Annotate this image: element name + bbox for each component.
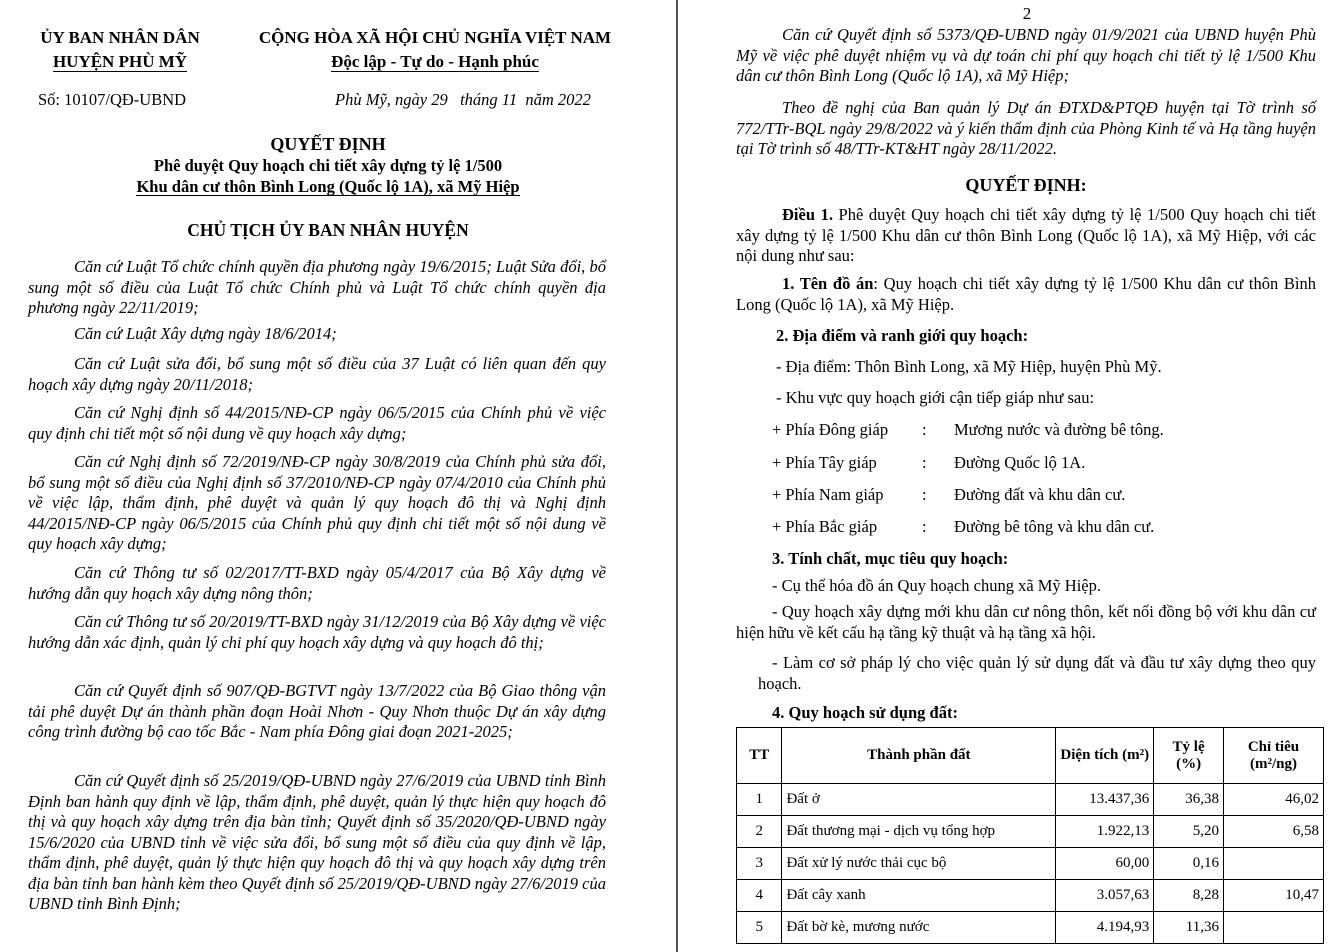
article-1-label: Điều 1. xyxy=(782,205,833,224)
cell-land-type: Đất cây xanh xyxy=(782,880,1056,912)
item-2-heading: 2. Địa điểm và ranh giới quy hoạch: xyxy=(776,326,1029,345)
cell-tt: 1 xyxy=(737,784,782,816)
page-divider xyxy=(676,0,678,952)
location-line: - Địa điểm: Thôn Bình Long, xã Mỹ Hiệp, huyện Phù Mỹ. xyxy=(776,357,1162,376)
cell-land-type: Đất bờ kè, mương nước xyxy=(782,912,1056,944)
boundary-value: Mương nước và đường bê tông. xyxy=(954,420,1164,439)
document-date: Phù Mỹ, ngày 29 tháng 11 năm 2022 xyxy=(335,90,591,109)
goal-line: - Làm cơ sở pháp lý cho việc quản lý sử dụng đất và đầu tư xây dựng theo quy hoạch. xyxy=(758,653,1316,693)
table-row xyxy=(737,816,1324,848)
legal-basis: Căn cứ Luật Tổ chức chính quyền địa phương ngày 19/6/2015; Luật Sửa đổi, bổ sung một số điều của Luật Tổ chức Chính phủ và Luật Tổ chức chính quyền địa phương ngày 22/11/2019; xyxy=(28,257,606,317)
cell-tt: 3 xyxy=(737,848,782,880)
boundary-value: Đường bê tông và khu dân cư. xyxy=(954,517,1155,536)
boundary-colon: : xyxy=(922,453,927,472)
legal-basis: Căn cứ Quyết định số 907/QĐ-BGTVT ngày 13/7/2022 của Bộ Giao thông vận tải phê duyệt Dự án thành phần đoạn Hoài Nhơn - Quy Nhơn thuộc Dự án xây dựng công trình đường bộ cao tốc Bắc - Nam phía Đông giai đoạn 2021-2025; xyxy=(28,681,606,741)
article-1-text: Phê duyệt Quy hoạch chi tiết xây dựng tỷ lệ 1/500 Quy hoạch chi tiết xây dựng tỷ lệ 1/500 Khu dân cư thôn Bình Long (Quốc lộ 1A), xã Mỹ Hiệp, với các nội dung như sau: xyxy=(736,205,1317,265)
page-number: 2 xyxy=(1022,4,1032,23)
table-row xyxy=(737,880,1324,912)
boundary-side: + Phía Đông giáp xyxy=(772,420,889,439)
cell-tt: 5 xyxy=(737,912,782,944)
boundary-value: Đường Quốc lộ 1A. xyxy=(954,453,1086,472)
cell-norm xyxy=(1223,848,1323,880)
legal-basis: Căn cứ Luật sửa đổi, bổ sung một số điều của 37 Luật có liên quan đến quy hoạch xây dựng ngày 20/11/2018; xyxy=(28,354,606,394)
boundary-intro: - Khu vực quy hoạch giới cận tiếp giáp như sau: xyxy=(776,388,1095,407)
district-name: HUYỆN PHÙ MỸ xyxy=(52,52,188,71)
cell-land-type: Đất thương mại - dịch vụ tổng hợp xyxy=(782,816,1056,848)
item-1-text: : Quy hoạch chi tiết xây dựng tỷ lệ 1/500 Khu dân cư thôn Bình Long (Quốc lộ 1A), xã Mỹ Hiệp. xyxy=(736,274,1316,314)
cell-tt: 2 xyxy=(737,816,782,848)
goal-line: - Quy hoạch xây dựng mới khu dân cư nông thôn, kết nối đồng bộ với khu dân cư hiện hữu về kết cấu hạ tầng kỹ thuật và hạ tầng xã hội. xyxy=(736,602,1316,642)
decision-subtitle-2: Khu dân cư thôn Bình Long (Quốc lộ 1A), xã Mỹ Hiệp xyxy=(136,177,520,196)
boundary-colon: : xyxy=(922,517,927,536)
cell-area: 1.922,13 xyxy=(1056,816,1154,848)
cell-area: 4.194,93 xyxy=(1056,912,1154,944)
cell-norm: 46,02 xyxy=(1223,784,1323,816)
item-3-heading: 3. Tính chất, mục tiêu quy hoạch: xyxy=(772,549,1009,568)
agency-name: ỦY BAN NHÂN DÂN xyxy=(40,28,200,47)
boundary-side: + Phía Tây giáp xyxy=(772,453,877,472)
cell-ratio: 5,20 xyxy=(1154,816,1224,848)
legal-basis: Căn cứ Luật Xây dựng ngày 18/6/2014; xyxy=(74,324,337,343)
legal-basis: Căn cứ Quyết định số 5373/QĐ-UBND ngày 01/9/2021 của UBND huyện Phù Mỹ về việc phê duyệt nhiệm vụ và dự toán chi phí quy hoạch chi tiết tỷ lệ 1/500 Khu dân cư thôn Bình Long (Quốc lộ 1A), xã Mỹ Hiệp; xyxy=(736,25,1316,85)
cell-ratio: 0,16 xyxy=(1154,848,1224,880)
item-1 xyxy=(736,274,1316,315)
legal-basis: Căn cứ Thông tư số 02/2017/TT-BXD ngày 05/4/2017 của Bộ Xây dựng về hướng dẫn quy hoạch xây dựng nông thôn; xyxy=(28,563,606,603)
item-4-heading: 4. Quy hoạch sử dụng đất: xyxy=(772,703,958,722)
cell-ratio: 8,28 xyxy=(1154,880,1224,912)
land-use-table xyxy=(736,727,1324,944)
boundary-colon: : xyxy=(922,485,927,504)
table-row xyxy=(737,784,1324,816)
cell-land-type: Đất ở xyxy=(782,784,1056,816)
boundary-side: + Phía Bắc giáp xyxy=(772,517,878,536)
article-1 xyxy=(736,205,1316,267)
cell-norm: 6,58 xyxy=(1223,816,1323,848)
decision-title: QUYẾT ĐỊNH xyxy=(270,134,386,154)
col-header-area: Diện tích (m²) xyxy=(1056,728,1154,784)
boundary-value: Đường đất và khu dân cư. xyxy=(954,485,1126,504)
cell-area: 3.057,63 xyxy=(1056,880,1154,912)
boundary-colon: : xyxy=(922,420,927,439)
col-header-land-type: Thành phần đất xyxy=(782,728,1056,784)
legal-basis: Căn cứ Quyết định số 25/2019/QĐ-UBND ngày 27/6/2019 của UBND tỉnh Bình Định ban hành quy định về lập, thẩm định, phê duyệt, quản lý thực hiện quy hoạch đô thị và quy hoạch xây dựng trên địa bàn tỉnh; Quyết định số 35/2020/QĐ-UBND ngày 15/6/2020 của UBND tỉnh về việc sửa đổi, bổ sung một số điều của quy định về lập, thẩm định, phê duyệt, quản lý thực hiện quy hoạch đô thị và quy hoạch xây dựng trên địa bàn tỉnh ban hành kèm theo Quyết định số 25/2019/QĐ-UBND ngày 27/6/2019 của UBND tỉnh Bình Định; xyxy=(28,771,606,913)
legal-basis: Căn cứ Nghị định số 72/2019/NĐ-CP ngày 30/8/2019 của Chính phủ sửa đổi, bổ sung một số điều của Nghị định số 37/2010/NĐ-CP ngày 07/4/2010 của Chính phủ về việc lập, thẩm định, phê duyệt và quản lý quy hoạch đô thị và Nghị định 44/2015/NĐ-CP ngày 06/5/2015 của Chính phủ quy định chi tiết một số nội dung về quy hoạch xây dựng; xyxy=(28,452,606,553)
document-number: Số: 10107/QĐ-UBND xyxy=(38,90,187,109)
legal-basis: Căn cứ Nghị định số 44/2015/NĐ-CP ngày 06/5/2015 của Chính phủ về việc quy định chi tiết một số nội dung về quy hoạch xây dựng; xyxy=(28,403,606,443)
cell-ratio: 36,38 xyxy=(1154,784,1224,816)
cell-ratio: 11,36 xyxy=(1154,912,1224,944)
goal-line: - Cụ thể hóa đồ án Quy hoạch chung xã Mỹ Hiệp. xyxy=(772,576,1102,595)
table-row xyxy=(737,912,1324,944)
issuing-authority: CHỦ TỊCH ỦY BAN NHÂN HUYỆN xyxy=(187,220,469,240)
table-row xyxy=(737,848,1324,880)
col-header-norm: Chỉ tiêu (m²/ng) xyxy=(1223,728,1323,784)
document-page-2 xyxy=(682,0,1342,952)
nation-title: CỘNG HÒA XÃ HỘI CHỦ NGHĨA VIỆT NAM xyxy=(258,28,612,47)
cell-norm xyxy=(1223,912,1323,944)
boundary-side: + Phía Nam giáp xyxy=(772,485,884,504)
table-header-row xyxy=(737,728,1324,784)
legal-basis: Theo đề nghị của Ban quản lý Dự án ĐTXD&PTQĐ huyện tại Tờ trình số 772/TTr-BQL ngày 29/8/2022 và ý kiến thẩm định của Phòng Kinh tế và Hạ tầng huyện tại Tờ trình số 48/TTr-KT&HT ngày 28/11/2022. xyxy=(736,98,1316,158)
col-header-tt: TT xyxy=(737,728,782,784)
col-header-ratio: Tỷ lệ (%) xyxy=(1154,728,1224,784)
decision-heading: QUYẾT ĐỊNH: xyxy=(965,175,1087,195)
item-1-label: 1. Tên đồ án xyxy=(782,274,874,293)
cell-area: 13.437,36 xyxy=(1056,784,1154,816)
cell-norm: 10,47 xyxy=(1223,880,1323,912)
nation-motto: Độc lập - Tự do - Hạnh phúc xyxy=(331,52,539,71)
decision-subtitle-1: Phê duyệt Quy hoạch chi tiết xây dựng tỷ lệ 1/500 xyxy=(153,156,503,175)
cell-tt: 4 xyxy=(737,880,782,912)
legal-basis: Căn cứ Thông tư số 20/2019/TT-BXD ngày 31/12/2019 của Bộ Xây dựng về việc hướng dẫn xác định, quản lý chi phí quy hoạch xây dựng và quy hoạch đô thị; xyxy=(28,612,606,652)
cell-land-type: Đất xử lý nước thải cục bộ xyxy=(782,848,1056,880)
cell-area: 60,00 xyxy=(1056,848,1154,880)
